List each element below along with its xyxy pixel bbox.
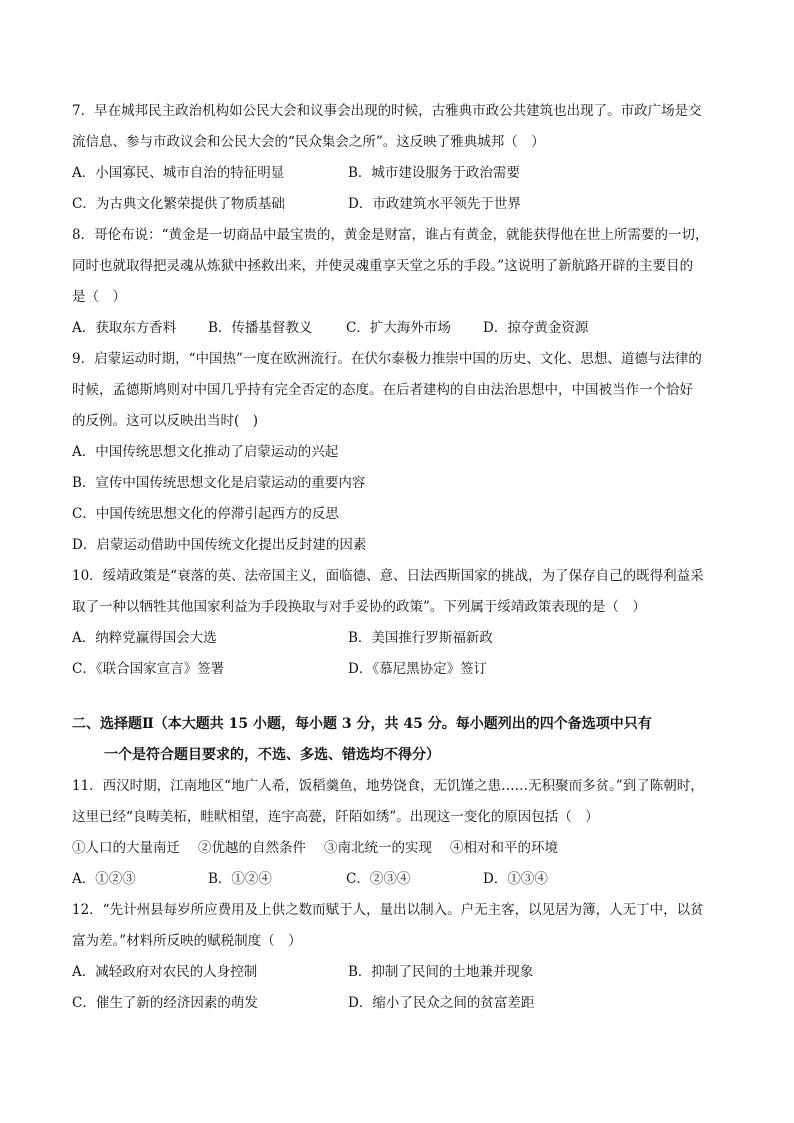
question-8 bbox=[72, 220, 724, 344]
question-stem-line: 8．哥伦布说：“黄金是一切商品中最宝贵的，黄金是财富，谁占有黄金，就能获得他在世上所需要的一切， bbox=[72, 227, 709, 243]
question-12 bbox=[72, 895, 724, 1019]
section-title-line: 一个是符合题目要求的，不选、多选、错选均不得分） bbox=[104, 747, 440, 763]
option-b: B．①②④ bbox=[208, 871, 272, 887]
option-row bbox=[72, 189, 724, 220]
question-11 bbox=[72, 771, 724, 895]
question-10 bbox=[72, 561, 724, 685]
option-a: A．①②③ bbox=[72, 871, 136, 887]
option-a: A．减轻政府对农民的人身控制 bbox=[72, 964, 258, 980]
option-row bbox=[72, 864, 724, 895]
question-stem-line: 的反例。这可以反映出当时( ) bbox=[72, 413, 259, 429]
question-9 bbox=[72, 344, 724, 561]
option-c: C．催生了新的经济因素的萌发 bbox=[72, 995, 258, 1011]
option-a: A．纳粹党赢得国会大选 bbox=[72, 630, 217, 646]
option-d: D．市政建筑水平领先于世界 bbox=[348, 196, 521, 212]
statement-2: ②优越的自然条件 bbox=[198, 840, 306, 856]
option-a: A．中国传统思想文化推动了启蒙运动的兴起 bbox=[72, 444, 339, 460]
option-b: B．抑制了民间的土地兼并现象 bbox=[348, 964, 534, 980]
question-7 bbox=[72, 96, 724, 220]
option-row bbox=[72, 313, 724, 344]
question-stem-line: 11．西汉时期，江南地区“地广人希，饭稻羹鱼，地势饶食，无饥馑之患……无积聚而多贫。”到了陈朝时， bbox=[72, 778, 704, 794]
option-c: C．中国传统思想文化的停滞引起西方的反思 bbox=[72, 506, 339, 522]
question-stem-line: 取了一种以牺牲其他国家利益为手段换取与对手妥协的政策”。下列属于绥靖政策表现的是（ ） bbox=[72, 599, 646, 615]
option-row bbox=[72, 654, 724, 685]
question-stem-line: 9．启蒙运动时期，“中国热”一度在欧洲流行。在伏尔泰极力推崇中国的历史、文化、思想、道德与法律的 bbox=[72, 351, 702, 367]
question-stem-line: 10．绥靖政策是“衰落的英、法帝国主义，面临德、意、日法西斯国家的挑战，为了保存自己的既得利益采 bbox=[72, 568, 704, 584]
option-a: A．小国寡民、城市自治的特征明显 bbox=[72, 165, 285, 181]
option-a: A．获取东方香料 bbox=[72, 320, 177, 336]
option-c: C．《联合国家宣言》签署 bbox=[72, 661, 225, 677]
option-c: C．扩大海外市场 bbox=[346, 320, 451, 336]
question-stem-line: 7．早在城邦民主政治机构如公民大会和议事会出现的时候，古雅典市政公共建筑也出现了。市政广场是交 bbox=[72, 103, 702, 119]
section-heading bbox=[72, 709, 724, 771]
question-stem-line: 富为差。”材料所反映的赋税制度（ ） bbox=[72, 933, 302, 949]
option-d: D．缩小了民众之间的贫富差距 bbox=[348, 995, 535, 1011]
option-c: C．为古典文化繁荣提供了物质基础 bbox=[72, 196, 285, 212]
option-b: B．美国推行罗斯福新政 bbox=[348, 630, 493, 646]
option-row bbox=[72, 988, 724, 1019]
question-stem-line: 时候，孟德斯鸠则对中国几乎持有完全否定的态度。在后者建构的自由法治思想中，中国被当作一个恰好 bbox=[72, 382, 693, 398]
section-gap bbox=[72, 685, 724, 709]
question-stem-line: 是（ ） bbox=[72, 289, 126, 305]
question-stem-line: 流信息、参与市政议会和公民大会的“民众集会之所”。这反映了雅典城邦（ ） bbox=[72, 134, 545, 150]
option-row bbox=[72, 957, 724, 988]
question-stem-line: 12．“先计州县每岁所应费用及上供之数而赋于人，量出以制入。户无主客，以见居为簿，人无丁中，以贫 bbox=[72, 902, 704, 918]
option-c: C．②③④ bbox=[346, 871, 411, 887]
option-b: B．宣传中国传统思想文化是启蒙运动的重要内容 bbox=[72, 475, 366, 491]
statement-3: ③南北统一的实现 bbox=[324, 840, 432, 856]
statement-list bbox=[72, 833, 724, 864]
option-d: D．①③④ bbox=[483, 871, 548, 887]
question-stem-line: 同时也就取得把灵魂从炼狱中拯救出来，并使灵魂重享天堂之乐的手段。”这说明了新航路开辟的主要目的 bbox=[72, 258, 694, 274]
option-d: D．启蒙运动借助中国传统文化提出反封建的因素 bbox=[72, 537, 367, 553]
option-d: D．《慕尼黑协定》签订 bbox=[348, 661, 488, 677]
option-b: B．城市建设服务于政治需要 bbox=[348, 165, 520, 181]
statement-4: ④相对和平的环境 bbox=[450, 840, 558, 856]
option-row bbox=[72, 158, 724, 189]
exam-page bbox=[72, 96, 724, 1019]
question-stem-line: 这里已经“良畴美柘，畦畎相望，连宇高甍，阡陌如绣”。出现这一变化的原因包括（ ） bbox=[72, 809, 599, 825]
option-row bbox=[72, 623, 724, 654]
section-title-line: 二、选择题Ⅱ（本大题共 15 小题，每小题 3 分，共 45 分。每小题列出的四个备选项中只有 bbox=[72, 716, 652, 732]
option-d: D．掠夺黄金资源 bbox=[483, 320, 589, 336]
option-b: B．传播基督教义 bbox=[208, 320, 313, 336]
statement-1: ①人口的大量南迁 bbox=[72, 840, 180, 856]
